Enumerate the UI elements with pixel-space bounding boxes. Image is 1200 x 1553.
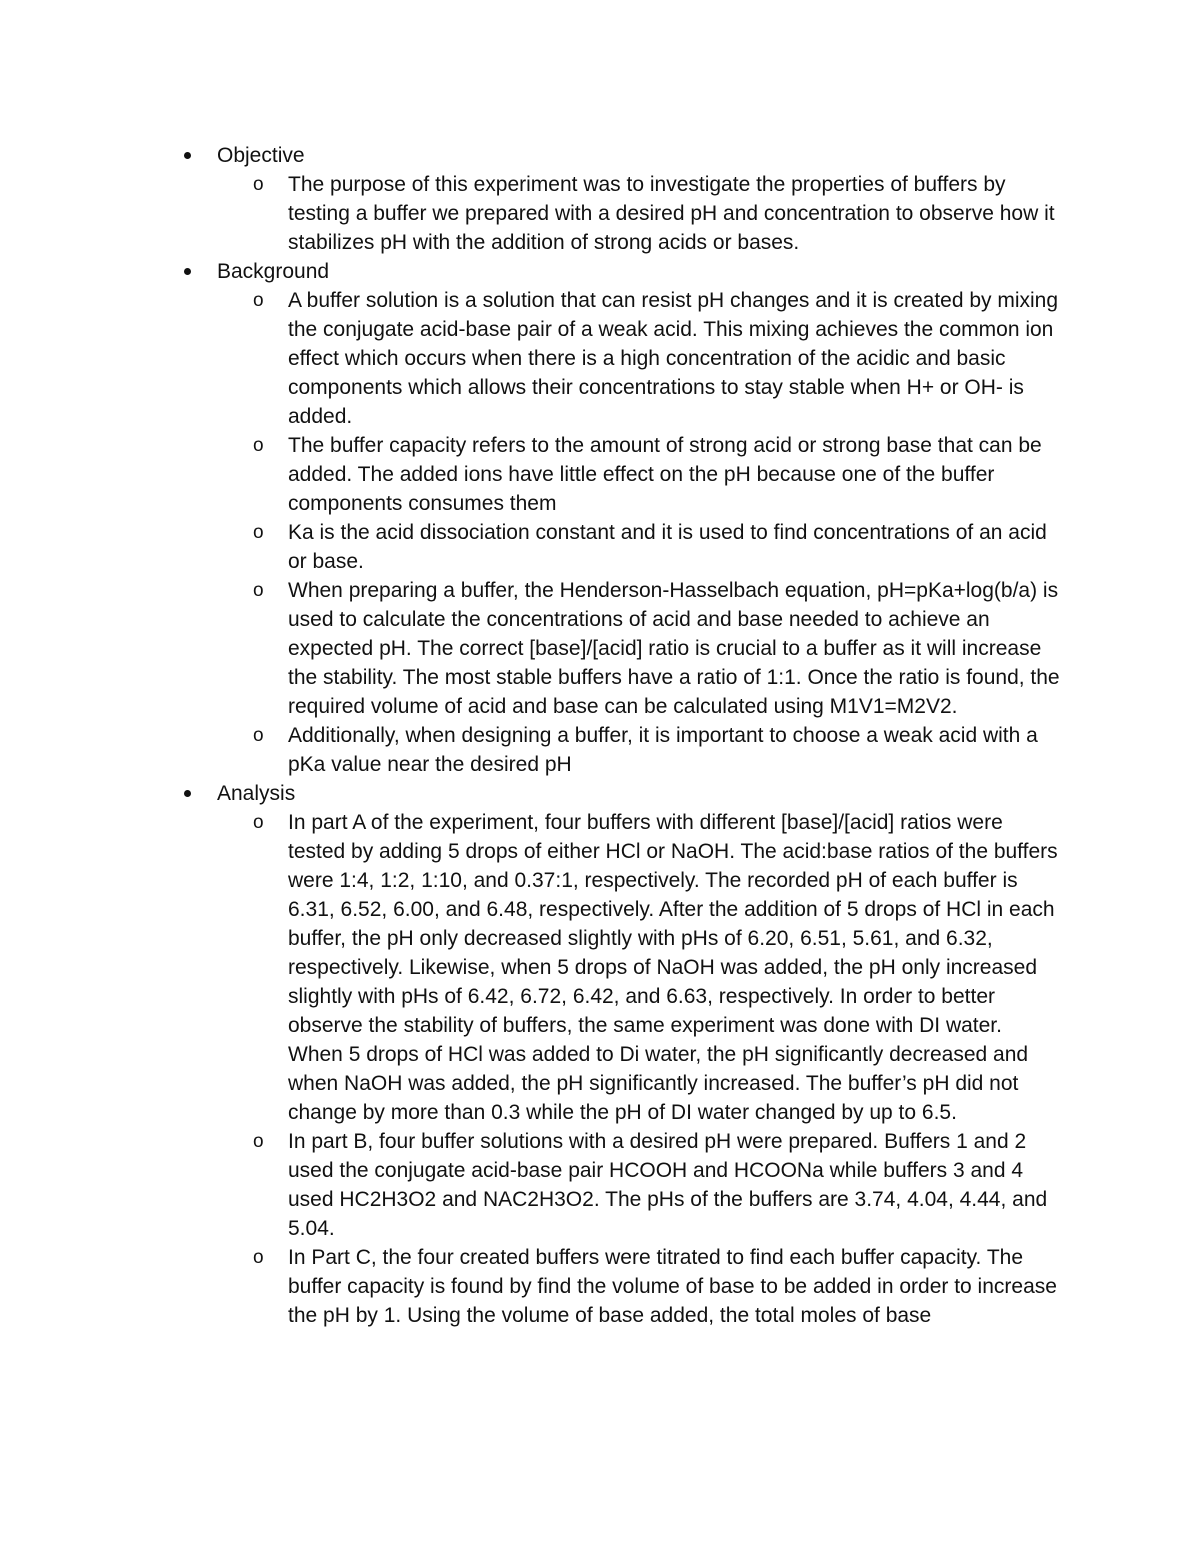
circle-bullet-icon: o bbox=[253, 522, 264, 543]
list-item bbox=[0, 576, 1060, 721]
section-heading bbox=[0, 141, 1200, 170]
list-item-text: The purpose of this experiment was to investigate the properties of buffers by testing a buffer we prepared with a desired pH and concentration to observe how it stabilizes pH with the addition of strong acids or bases. bbox=[288, 173, 1055, 254]
list-item bbox=[0, 286, 1060, 431]
section-heading bbox=[0, 779, 1200, 808]
circle-bullet-icon: o bbox=[253, 290, 264, 311]
list-item-text: In part A of the experiment, four buffers with different [base]/[acid] ratios were tested by adding 5 drops of either HCl or NaOH. The acid:base ratios of the buffers were 1:4, 1:2, 1:10, and 0.37:1, respectively. The recorded pH of each buffer is 6.31, 6.52, 6.00, and 6.48, respectively. After the addition of 5 drops of HCl in each buffer, the pH only decreased slightly with pHs of 6.20, 6.51, 5.61, and 6.32, respectively. Likewise, when 5 drops of NaOH was added, the pH only increased slightly with pHs of 6.42, 6.72, 6.42, and 6.63, respectively. In order to better observe the stability of buffers, the same experiment was done with DI water. When 5 drops of HCl was added to Di water, the pH significantly decreased and when NaOH was added, the pH significantly increased. The buffer’s pH did not change by more than 0.3 while the pH of DI water changed by up to 6.5. bbox=[288, 811, 1058, 1124]
bullet-icon bbox=[184, 268, 191, 275]
list-item bbox=[0, 518, 1060, 576]
heading-text: Analysis bbox=[217, 782, 296, 805]
list-item bbox=[0, 808, 1060, 1127]
bullet-icon bbox=[184, 152, 191, 159]
list-item-text: When preparing a buffer, the Henderson-Hasselbach equation, pH=pKa+log(b/a) is used to calculate the concentrations of acid and base needed to achieve an expected pH. The correct [base]/[acid] ratio is crucial to a buffer as it will increase the stability. The most stable buffers have a ratio of 1:1. Once the ratio is found, the required volume of acid and base can be calculated using M1V1=M2V2. bbox=[288, 579, 1060, 718]
list-item bbox=[0, 1127, 1060, 1243]
circle-bullet-icon: o bbox=[253, 174, 264, 195]
heading-text: Objective bbox=[217, 144, 305, 167]
list-item-text: Additionally, when designing a buffer, it is important to choose a weak acid with a pKa value near the desired pH bbox=[288, 724, 1038, 776]
section-objective bbox=[0, 141, 1200, 257]
section-heading bbox=[0, 257, 1200, 286]
heading-text: Background bbox=[217, 260, 330, 283]
list-item bbox=[0, 170, 1060, 257]
circle-bullet-icon: o bbox=[253, 1131, 264, 1152]
circle-bullet-icon: o bbox=[253, 812, 264, 833]
list-item-text: The buffer capacity refers to the amount of strong acid or strong base that can be added. The added ions have little effect on the pH because one of the buffer components consumes them bbox=[288, 434, 1042, 515]
list-item bbox=[0, 721, 1060, 779]
list-item-text: In Part C, the four created buffers were titrated to find each buffer capacity. The buffer capacity is found by find the volume of base to be added in order to increase the pH by 1. Using the volume of base added, the total moles of base bbox=[288, 1246, 1057, 1327]
circle-bullet-icon: o bbox=[253, 1247, 264, 1268]
circle-bullet-icon: o bbox=[253, 580, 264, 601]
list-item bbox=[0, 1243, 1060, 1330]
document-body bbox=[0, 141, 1200, 1330]
list-item bbox=[0, 431, 1060, 518]
list-item-text: In part B, four buffer solutions with a desired pH were prepared. Buffers 1 and 2 used the conjugate acid-base pair HCOOH and HCOONa while buffers 3 and 4 used HC2H3O2 and NAC2H3O2. The pHs of the buffers are 3.74, 4.04, 4.44, and 5.04. bbox=[288, 1130, 1048, 1240]
section-background bbox=[0, 257, 1200, 779]
circle-bullet-icon: o bbox=[253, 435, 264, 456]
list-item-text: A buffer solution is a solution that can resist pH changes and it is created by mixing the conjugate acid-base pair of a weak acid. This mixing achieves the common ion effect which occurs when there is a high concentration of the acidic and basic components which allows their concentrations to stay stable when H+ or OH- is added. bbox=[288, 289, 1059, 428]
bullet-icon bbox=[184, 790, 191, 797]
section-analysis bbox=[0, 779, 1200, 1330]
list-item-text: Ka is the acid dissociation constant and it is used to find concentrations of an acid or base. bbox=[288, 521, 1047, 573]
circle-bullet-icon: o bbox=[253, 725, 264, 746]
